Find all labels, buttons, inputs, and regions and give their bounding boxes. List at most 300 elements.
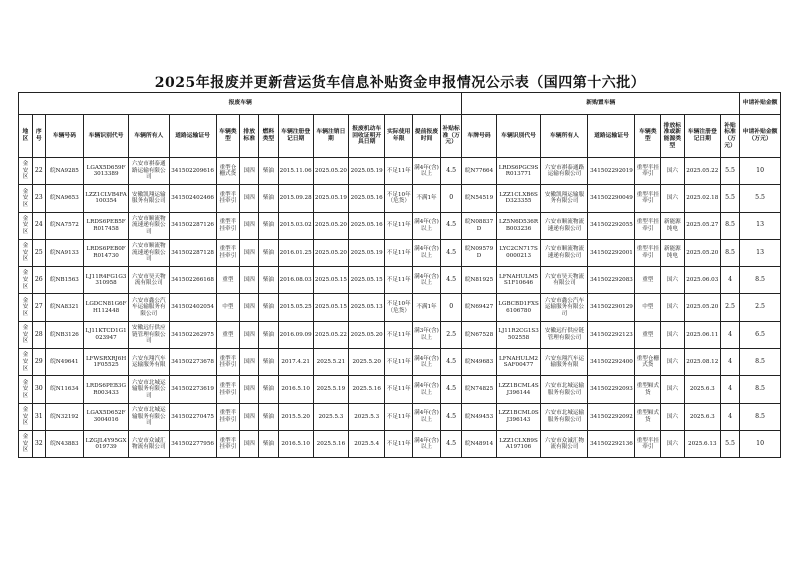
cell-actual-years: 不足11年 [385,158,413,185]
cell-new-emission: 国六 [661,185,685,212]
cell-amount: 13 [740,212,781,239]
cell-region: 金安区 [19,376,33,403]
cell-amount: 10 [740,158,781,185]
column-header-row [19,115,781,158]
cell-emission: 国四 [240,349,259,376]
cell-license: 341502273678 [169,349,216,376]
cell-scrap-date: 2025.5.3 [313,403,348,430]
cell-amount: 8.5 [740,267,781,294]
cell-plate: 皖NA9133 [45,239,83,266]
cell-emission: 国四 [240,430,259,457]
cell-new-emission: 国六 [661,403,685,430]
cell-new-owner: 安徽凯翔运输服务有限公司 [541,185,588,212]
cell-new-license: 341502292019 [588,158,635,185]
cell-new-plate: 皖N09579D [462,239,496,266]
cell-advance-time: 满4年(含)以上 [413,349,441,376]
cell-cert-date: 2025.05.16 [349,185,385,212]
cell-vin: LGAX5D659F3013389 [84,158,129,185]
cell-plate: 皖NB3126 [45,321,83,348]
table-row [19,376,781,403]
cell-fuel: 柴油 [259,349,278,376]
cell-new-owner: 六安市鑫公汽车运输服务有限公司 [541,294,588,321]
cell-scrap-date: 2025.05.20 [313,158,348,185]
cell-actual-years: 不足11年 [385,376,413,403]
cell-actual-years: 不足11年 [385,403,413,430]
cell-new-emission: 国六 [661,430,685,457]
cell-new-owner: 六安市北城运输服务有限公司 [541,376,588,403]
cell-plate: 皖N11634 [45,376,83,403]
cell-scrap-date: 2025.05.22 [313,321,348,348]
cell-new-reg-date: 2025.02.18 [684,185,720,212]
table-row [19,321,781,348]
cell-new-owner: 六安市众诚汇物流有限公司 [541,430,588,457]
cell-subsidy-std: 4.5 [440,267,462,294]
cell-amount: 8.5 [740,349,781,376]
cell-type: 重型 [216,267,240,294]
cell-seq: 27 [32,294,45,321]
cell-fuel: 柴油 [259,239,278,266]
cell-fuel: 柴油 [259,376,278,403]
cell-plate: 皖NA8321 [45,294,83,321]
cell-license: 341502262975 [169,321,216,348]
cell-cert-date: 2025.5.3 [349,403,385,430]
cell-advance-time: 满4年(含)以上 [413,212,441,239]
col-fuel: 燃料类型 [259,115,278,158]
cell-new-plate: 皖N49453 [462,403,496,430]
cell-new-plate: 皖N49683 [462,349,496,376]
col-amount: 申请补贴金额（万元） [740,115,781,158]
cell-new-type: 重型厢式货 [635,403,661,430]
cell-license: 341502287128 [169,239,216,266]
cell-license: 341502270475 [169,403,216,430]
table-body [19,158,781,458]
cell-vin: LZZ1CLVB4FA100354 [84,185,129,212]
cell-new-vin: LZZ1BCML4SJ396144 [496,376,541,403]
cell-actual-years: 不足11年 [385,349,413,376]
cell-new-owner: 六安市顺流物流速递有限公司 [541,212,588,239]
cell-new-emission: 国六 [661,349,685,376]
cell-fuel: 柴油 [259,430,278,457]
cell-region: 金安区 [19,267,33,294]
cell-new-plate: 皖N67528 [462,321,496,348]
cell-cert-date: 2025.05.19 [349,239,385,266]
cell-reg-date: 2016.08.03 [278,267,313,294]
table-row [19,239,781,266]
cell-scrap-date: 2025.05.15 [313,267,348,294]
cell-type: 重型半挂牵引 [216,239,240,266]
cell-scrap-date: 2025.05.20 [313,239,348,266]
cell-new-reg-date: 2025.05.27 [684,212,720,239]
cell-advance-time: 满3年(含)以上 [413,321,441,348]
cell-region: 金安区 [19,239,33,266]
col-new-license: 道路运输证号 [588,115,635,158]
cell-emission: 国四 [240,239,259,266]
cell-new-subsidy-std: 8.5 [720,212,739,239]
cell-new-plate: 皖N81925 [462,267,496,294]
col-seq: 序号 [32,115,45,158]
cell-new-reg-date: 2025.6.3 [684,403,720,430]
cell-fuel: 柴油 [259,403,278,430]
col-new-plate: 车牌号码 [462,115,496,158]
cell-seq: 25 [32,239,45,266]
cell-new-plate: 皖N74825 [462,376,496,403]
cell-new-subsidy-std: 5.5 [720,185,739,212]
cell-new-license: 341502292055 [588,212,635,239]
cell-amount: 5.5 [740,185,781,212]
cell-subsidy-std: 0 [440,294,462,321]
cell-seq: 29 [32,349,45,376]
cell-advance-time: 满4年(含)以上 [413,376,441,403]
cell-new-reg-date: 2025.05.22 [684,158,720,185]
cell-seq: 32 [32,430,45,457]
group-new: 新购置车辆 [462,93,740,115]
cell-scrap-date: 2025.5.16 [313,430,348,457]
cell-vin: LRDS6PEB5FR017458 [84,212,129,239]
col-advance-time: 提前报废时间 [413,115,441,158]
cell-subsidy-std: 4.5 [440,430,462,457]
cell-new-vin: LYC2CN717S0000213 [496,239,541,266]
cell-emission: 国四 [240,212,259,239]
cell-new-reg-date: 2025.08.12 [684,349,720,376]
cell-new-vin: LFNAHULM2SAF00477 [496,349,541,376]
cell-new-vin: LGBCBD1FXS6106780 [496,294,541,321]
cell-region: 金安区 [19,158,33,185]
cell-reg-date: 2016.01.25 [278,239,313,266]
cell-reg-date: 2016.5.10 [278,376,313,403]
cell-new-license: 341502292136 [588,430,635,457]
cell-new-subsidy-std: 5.5 [720,430,739,457]
cell-plate: 皖NA7572 [45,212,83,239]
cell-cert-date: 2025.05.20 [349,321,385,348]
cell-advance-time: 满4年(含)以上 [413,430,441,457]
cell-vin: LRDS6PEB0FR014730 [84,239,129,266]
cell-type: 重型半挂牵引 [216,403,240,430]
table-row [19,212,781,239]
cell-new-license: 341502292123 [588,321,635,348]
cell-subsidy-std: 4.5 [440,239,462,266]
cell-subsidy-std: 4.5 [440,349,462,376]
cell-license: 341502273619 [169,376,216,403]
cell-new-emission: 国六 [661,376,685,403]
cell-new-owner: 六安市祺泰通路运输有限公司 [541,158,588,185]
col-scrap-date: 车辆注销日期 [313,115,348,158]
cell-type: 重型半挂牵引 [216,212,240,239]
cell-new-vin: LZ5N6D536RB003236 [496,212,541,239]
cell-region: 金安区 [19,403,33,430]
cell-new-emission: 新能源纯电 [661,239,685,266]
col-vin: 车辆识别代号 [84,115,129,158]
cell-emission: 国四 [240,403,259,430]
cell-advance-time: 满4年(含)以上 [413,267,441,294]
cell-advance-time: 满4年(含)以上 [413,158,441,185]
cell-amount: 2.5 [740,294,781,321]
cell-new-license: 341502292083 [588,267,635,294]
cell-new-plate: 皖N77664 [462,158,496,185]
group-header-row [19,93,781,115]
cell-actual-years: 不足11年 [385,239,413,266]
col-new-reg-date: 车辆注册登记日期 [684,115,720,158]
cell-vin: LGAX5D652F3004016 [84,403,129,430]
cell-new-license: 341502292400 [588,349,635,376]
cell-reg-date: 2016.09.09 [278,321,313,348]
cell-type: 重型半挂牵引 [216,349,240,376]
col-plate: 车辆号码 [45,115,83,158]
cell-emission: 国四 [240,158,259,185]
cell-license: 341502209616 [169,158,216,185]
table-row [19,158,781,185]
table-row [19,349,781,376]
cell-new-reg-date: 2025.6.13 [684,430,720,457]
cell-new-type: 重型半挂牵引 [635,430,661,457]
cell-plate: 皖N49641 [45,349,83,376]
col-type: 车辆类型 [216,115,240,158]
col-region: 地区 [19,115,33,158]
cell-new-license: 341502290129 [588,294,635,321]
cell-scrap-date: 2025.05.15 [313,294,348,321]
cell-new-type: 重型仓栅式货 [635,349,661,376]
cell-license: 341502266168 [169,267,216,294]
cell-new-owner: 安徽远行供应链管理有限公司 [541,321,588,348]
cell-cert-date: 2025.05.13 [349,294,385,321]
cell-seq: 22 [32,158,45,185]
cell-scrap-date: 2025.5.21 [313,349,348,376]
cell-vin: LRDS6PEB3GR003433 [84,376,129,403]
cell-new-subsidy-std: 4 [720,403,739,430]
cell-vin: LGDCN81G6FH112448 [84,294,129,321]
cell-new-vin: LZZ1BCML0SJ396143 [496,403,541,430]
cell-seq: 23 [32,185,45,212]
cell-license: 341502277956 [169,430,216,457]
cell-cert-date: 2025.05.19 [349,158,385,185]
cell-new-type: 重型 [635,321,661,348]
cell-amount: 10 [740,430,781,457]
cell-reg-date: 2016.5.10 [278,430,313,457]
table-row [19,403,781,430]
cell-region: 金安区 [19,185,33,212]
cell-new-plate: 皖N48914 [462,430,496,457]
cell-emission: 国四 [240,294,259,321]
cell-actual-years: 不足10年（危货） [385,294,413,321]
cell-owner: 六安市昊天物流有限公司 [129,267,170,294]
cell-amount: 8.5 [740,376,781,403]
cell-new-type: 重型半挂牵引 [635,158,661,185]
cell-amount: 6.5 [740,321,781,348]
cell-plate: 皖NA9653 [45,185,83,212]
table-row [19,430,781,457]
cell-actual-years: 不足11年 [385,267,413,294]
table-row [19,267,781,294]
cell-new-subsidy-std: 8.5 [720,239,739,266]
cell-owner: 六安市顺流物流速递有限公司 [129,212,170,239]
cell-subsidy-std: 2.5 [440,321,462,348]
col-cert-date: 报废机动车回收证明开具日期 [349,115,385,158]
cell-new-type: 重型 [635,267,661,294]
cell-new-license: 341502292093 [588,376,635,403]
cell-owner: 安徽远行供应链管理有限公司 [129,321,170,348]
col-new-owner: 车辆所有人 [541,115,588,158]
cell-new-type: 重型半挂牵引 [635,212,661,239]
col-new-emission: 排放标准或新能源类型 [661,115,685,158]
cell-actual-years: 不足11年 [385,321,413,348]
cell-advance-time: 不满1年 [413,185,441,212]
cell-owner: 六安市北城运输服务有限公司 [129,376,170,403]
cell-new-type: 重型半挂牵引 [635,239,661,266]
cell-subsidy-std: 4.5 [440,403,462,430]
cell-region: 金安区 [19,212,33,239]
cell-owner: 六安市顺流物流速递有限公司 [129,239,170,266]
cell-amount: 13 [740,239,781,266]
cell-seq: 28 [32,321,45,348]
cell-new-subsidy-std: 2.5 [720,294,739,321]
cell-new-emission: 国六 [661,321,685,348]
cell-emission: 国四 [240,321,259,348]
cell-new-subsidy-std: 4 [720,376,739,403]
page-title: 2025年报废并更新营运货车信息补贴资金申报情况公示表（国四第十六批） [154,75,646,91]
cell-seq: 26 [32,267,45,294]
cell-reg-date: 2015.5.20 [278,403,313,430]
cell-advance-time: 满4年(含)以上 [413,403,441,430]
cell-fuel: 柴油 [259,321,278,348]
cell-region: 金安区 [19,294,33,321]
cell-new-license: 341502292092 [588,403,635,430]
cell-cert-date: 2025.05.15 [349,267,385,294]
cell-new-emission: 国六 [661,294,685,321]
cell-vin: LFWSRXRJ6H1F05525 [84,349,129,376]
cell-new-subsidy-std: 4 [720,349,739,376]
cell-new-license: 341502292001 [588,239,635,266]
cell-fuel: 柴油 [259,212,278,239]
cell-region: 金安区 [19,430,33,457]
cell-advance-time: 不满1年 [413,294,441,321]
subsidy-table [18,92,781,458]
cell-reg-date: 2015.05.25 [278,294,313,321]
cell-owner: 六安市祺泰通路运输有限公司 [129,158,170,185]
col-new-vin: 车辆识别代号 [496,115,541,158]
col-emission: 排放标准 [240,115,259,158]
cell-emission: 国四 [240,185,259,212]
cell-new-reg-date: 2025.06.11 [684,321,720,348]
cell-owner: 六安市鑫公汽车运输服务有限公司 [129,294,170,321]
cell-new-plate: 皖N69427 [462,294,496,321]
cell-type: 重型仓栅式货 [216,158,240,185]
cell-seq: 31 [32,403,45,430]
cell-new-reg-date: 2025.05.20 [684,239,720,266]
cell-actual-years: 不足11年 [385,212,413,239]
cell-reg-date: 2015.11.06 [278,158,313,185]
cell-emission: 国四 [240,376,259,403]
cell-owner: 安徽凯翔运输服务有限公司 [129,185,170,212]
cell-plate: 皖N32192 [45,403,83,430]
cell-region: 金安区 [19,349,33,376]
cell-scrap-date: 2025.05.20 [313,212,348,239]
cell-seq: 30 [32,376,45,403]
cell-reg-date: 2015.03.02 [278,212,313,239]
cell-new-vin: LRDS6PGC9SR013771 [496,158,541,185]
cell-new-owner: 六安东翔汽车运输服务有限 [541,349,588,376]
cell-owner: 六安市众诚汇物流有限公司 [129,430,170,457]
cell-fuel: 柴油 [259,185,278,212]
cell-region: 金安区 [19,321,33,348]
col-subsidy-std: 补贴标准（万元） [440,115,462,158]
cell-type: 重型半挂牵引 [216,430,240,457]
group-scrapped: 报废车辆 [19,93,462,115]
cell-owner: 六安市北城运输服务有限公司 [129,403,170,430]
cell-plate: 皖NA9285 [45,158,83,185]
col-owner: 车辆所有人 [129,115,170,158]
cell-type: 重型半挂牵引 [216,376,240,403]
cell-new-plate: 皖N54519 [462,185,496,212]
cell-fuel: 柴油 [259,158,278,185]
cell-new-subsidy-std: 4 [720,321,739,348]
cell-new-plate: 皖N08837D [462,212,496,239]
col-new-subsidy-std: 补贴标准（万元） [720,115,739,158]
cell-type: 重型半挂牵引 [216,185,240,212]
cell-new-vin: LFNAHULM5S1F10646 [496,267,541,294]
cell-cert-date: 2025.5.4 [349,430,385,457]
cell-new-subsidy-std: 5.5 [720,158,739,185]
cell-cert-date: 2025.5.16 [349,376,385,403]
cell-actual-years: 不足11年 [385,430,413,457]
table-row [19,294,781,321]
cell-subsidy-std: 0 [440,185,462,212]
cell-reg-date: 2015.09.28 [278,185,313,212]
col-reg-date: 车辆注册登记日期 [278,115,313,158]
cell-new-reg-date: 2025.06.03 [684,267,720,294]
cell-scrap-date: 2025.05.19 [313,185,348,212]
cell-reg-date: 2017.4.21 [278,349,313,376]
cell-license: 341502402054 [169,294,216,321]
cell-new-owner: 六安市北城运输服务有限公司 [541,403,588,430]
cell-new-owner: 六安市顺流物流速递有限公司 [541,239,588,266]
group-subsidy: 申请补贴金额 [740,93,781,115]
cell-new-owner: 六安市昊天物流有限公司 [541,267,588,294]
cell-new-emission: 新能源纯电 [661,212,685,239]
cell-type: 中型 [216,294,240,321]
cell-subsidy-std: 4.5 [440,212,462,239]
cell-new-type: 重型厢式货 [635,376,661,403]
cell-new-type: 重型半挂牵引 [635,185,661,212]
cell-cert-date: 2025.05.16 [349,212,385,239]
cell-owner: 六安东翔汽车运输服务有限 [129,349,170,376]
cell-plate: 皖N43883 [45,430,83,457]
cell-new-license: 341502290049 [588,185,635,212]
cell-fuel: 柴油 [259,294,278,321]
col-license: 道路运输证号 [169,115,216,158]
cell-subsidy-std: 4.5 [440,376,462,403]
cell-emission: 国四 [240,267,259,294]
cell-fuel: 柴油 [259,267,278,294]
cell-type: 重型 [216,321,240,348]
cell-new-emission: 国六 [661,267,685,294]
cell-new-type: 中型 [635,294,661,321]
cell-plate: 皖NB1563 [45,267,83,294]
cell-license: 341502287126 [169,212,216,239]
cell-new-vin: LZZ1CLXB6SD323355 [496,185,541,212]
cell-subsidy-std: 4.5 [440,158,462,185]
col-actual-years: 实际使用年限 [385,115,413,158]
cell-vin: LJ11KTCD1G1023947 [84,321,129,348]
cell-new-vin: LJ11R2CG1S3502558 [496,321,541,348]
cell-actual-years: 不足10年（危货） [385,185,413,212]
cell-new-reg-date: 2025.05.20 [684,294,720,321]
cell-cert-date: 2025.5.20 [349,349,385,376]
cell-new-reg-date: 2025.6.3 [684,376,720,403]
table-row [19,185,781,212]
cell-vin: LJ11R4FG1G3310958 [84,267,129,294]
cell-new-emission: 国六 [661,158,685,185]
cell-amount: 8.5 [740,403,781,430]
cell-new-vin: LZZ1CLXB9SA197106 [496,430,541,457]
